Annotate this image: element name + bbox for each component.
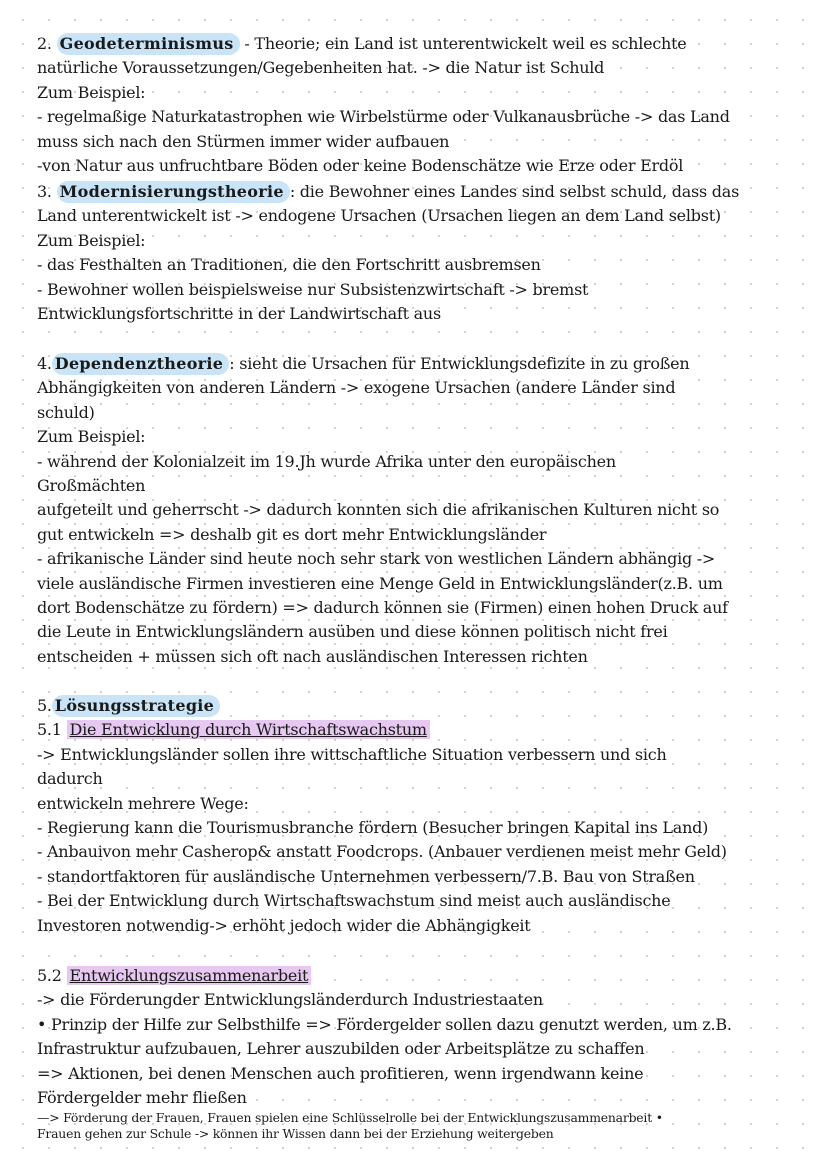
text-line: - Anbauivon mehr Casherop& anstatt Foodcrops. (Anbauer verdienen meist mehr Geld): [37, 842, 727, 862]
text-line: natürliche Voraussetzungen/Gegebenheiten hat. -> die Natur ist Schuld: [37, 58, 605, 78]
section-entwicklungszusammenarbeit: [37, 964, 807, 1142]
text-line: viele ausländische Firmen investieren eine Menge Geld in Entwicklungsländer(z.B. um: [37, 573, 723, 593]
text-line: - afrikanische Länder sind heute noch sehr stark von westlichen Ländern abhängig ->: [37, 549, 716, 569]
text-line: entwickeln mehrere Wege:: [37, 793, 249, 813]
heading-text: : sieht die Ursachen für Entwicklungsdefizite in zu großen: [229, 354, 690, 373]
section-heading: [37, 694, 807, 718]
section-number: 5.: [37, 696, 52, 715]
text-line: Fördergelder mehr fließen: [37, 1088, 247, 1108]
small-text-line: —> Förderung der Frauen, Frauen spielen eine Schlüsselrolle bei der Entwicklungszusammenarbeit •: [37, 1110, 663, 1126]
text-line: Entwicklungsfortschritte in der Landwirtschaft aus: [37, 304, 441, 324]
subsection-heading: [37, 718, 807, 742]
text-line: entscheiden + müssen sich oft nach ausländischen Interessen richten: [37, 646, 588, 666]
text-line: -> Entwicklungsländer sollen ihre wittschaftliche Situation verbessern und sich: [37, 744, 667, 764]
section-heading: [37, 180, 807, 204]
text-line: - während der Kolonialzeit im 19.Jh wurde Afrika unter den europäischen: [37, 451, 616, 471]
text-line: Zum Beispiel:: [37, 427, 146, 447]
text-line: die Leute in Entwicklungsländern ausüben und diese können politisch nicht frei: [37, 622, 668, 642]
subsection-title: Die Entwicklung durch Wirtschaftswachstum: [67, 720, 430, 739]
section-number: 4.: [37, 354, 52, 373]
text-line: Zum Beispiel:: [37, 82, 146, 102]
text-line: Abhängigkeiten von anderen Ländern -> exogene Ursachen (andere Länder sind: [37, 378, 676, 398]
text-line: Investoren notwendig-> erhöht jedoch wider die Abhängigkeit: [37, 915, 531, 935]
text-line: -> die Förderungder Entwicklungsländerdurch Industriestaaten: [37, 990, 543, 1010]
text-line: dadurch: [37, 769, 103, 789]
highlighted-term: Lösungsstrategie: [52, 695, 220, 717]
section-dependenztheorie: [37, 352, 807, 669]
text-line: Zum Beispiel:: [37, 230, 146, 250]
heading-text: - Theorie; ein Land ist unterentwickelt weil es schlechte: [239, 34, 687, 53]
text-line: Infrastruktur aufzubauen, Lehrer auszubilden oder Arbeitsplätze zu schaffen: [37, 1039, 645, 1059]
section-number: 3.: [37, 182, 57, 201]
text-line: schuld): [37, 402, 95, 422]
section-modernisierungstheorie: [37, 180, 807, 326]
subsection-heading: [37, 964, 807, 988]
highlighted-term: Geodeterminismus: [57, 33, 240, 55]
text-line: -von Natur aus unfruchtbare Böden oder keine Bodenschätze wie Erze oder Erdöl: [37, 156, 684, 176]
text-line: - regelmaßige Naturkatastrophen wie Wirbelstürme oder Vulkanausbrüche -> das Land: [37, 107, 730, 127]
text-line: gut entwickeln => deshalb git es dort mehr Entwicklungsländer: [37, 524, 547, 544]
text-line: - standortfaktoren für ausländische Unternehmen verbessern/7.B. Bau von Straßen: [37, 866, 695, 886]
subsection-number: 5.2: [37, 966, 67, 985]
text-line: => Aktionen, bei denen Menschen auch profitieren, wenn irgendwann keine: [37, 1063, 644, 1083]
highlighted-term: Modernisierungstheorie: [57, 181, 290, 203]
text-line: dort Bodenschätze zu fördern) => dadurch können sie (Firmen) einen hohen Druck auf: [37, 598, 728, 618]
section-number: 2.: [37, 34, 57, 53]
text-line: Großmächten: [37, 476, 146, 496]
text-line: aufgeteilt und geherrscht -> dadurch konnten sich die afrikanischen Kulturen nicht so: [37, 500, 720, 520]
text-line: Land unterentwickelt ist -> endogene Ursachen (Ursachen liegen an dem Land selbst): [37, 206, 721, 226]
section-loesungsstrategie: [37, 694, 807, 938]
section-heading: [37, 352, 807, 376]
text-line: - Bewohner wollen beispielsweise nur Subsistenzwirtschaft -> bremst: [37, 279, 589, 299]
section-geodeterminismus: [37, 32, 807, 178]
text-line: - Regierung kann die Tourismusbranche fördern (Besucher bringen Kapital ins Land): [37, 818, 709, 838]
text-line: - Bei der Entwicklung durch Wirtschaftswachstum sind meist auch ausländische: [37, 891, 671, 911]
small-text-line: Frauen gehen zur Schule -> können ihr Wissen dann bei der Erziehung weitergeben: [37, 1126, 554, 1142]
highlighted-term: Dependenztheorie: [52, 353, 230, 375]
text-line: muss sich nach den Stürmen immer wider aufbauen: [37, 131, 450, 151]
subsection-number: 5.1: [37, 720, 67, 740]
text-line: • Prinzip der Hilfe zur Selbsthilfe => Fördergelder sollen dazu genutzt werden, um z.B.: [37, 1014, 732, 1034]
section-heading: [37, 32, 807, 56]
subsection-title: Entwicklungszusammenarbeit: [67, 966, 312, 985]
heading-text: : die Bewohner eines Landes sind selbst schuld, dass das: [289, 182, 740, 201]
text-line: - das Festhalten an Traditionen, die den Fortschritt ausbremsen: [37, 255, 541, 275]
